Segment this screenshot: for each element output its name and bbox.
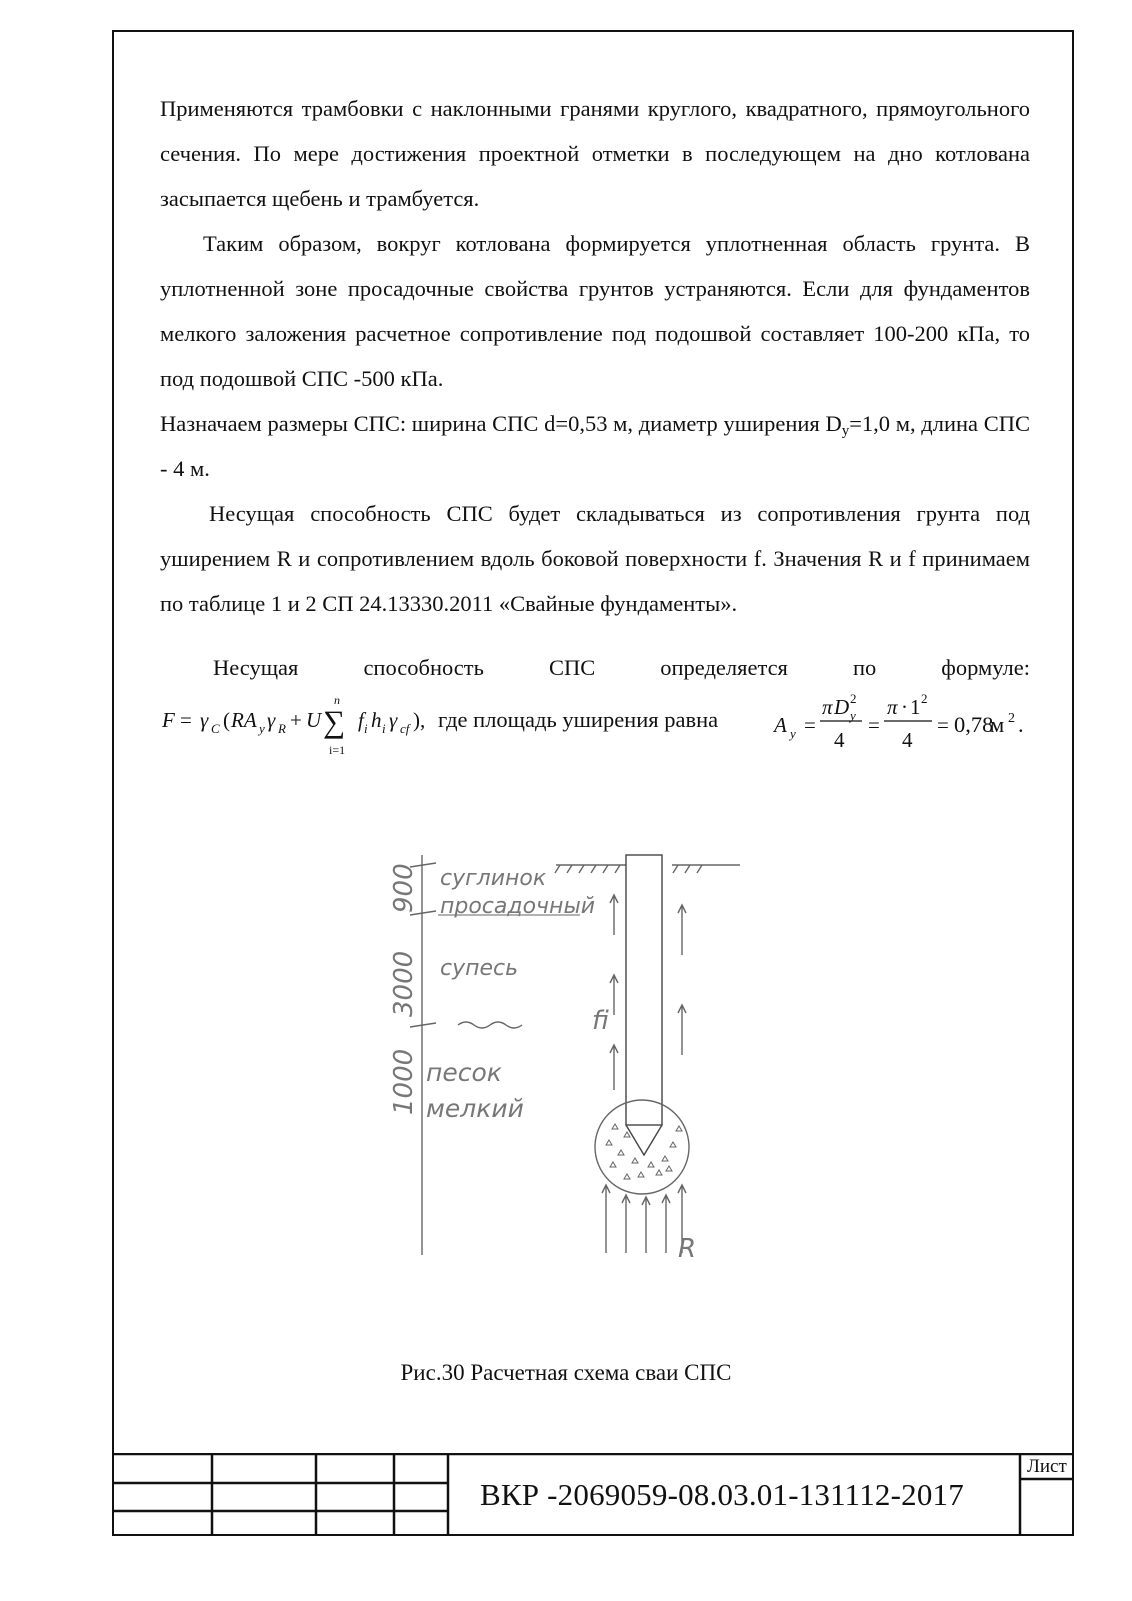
intro-word-5: по <box>852 655 877 680</box>
formula-sub-r: R <box>278 721 286 736</box>
soil-label-3b: мелкий <box>426 1094 524 1123</box>
formula-four-2: 4 <box>902 728 913 752</box>
pile-diagram <box>380 845 760 1265</box>
sizes-text-1: Назначаем размеры СПС: ширина СПС d=0,53 м, диаметр уширения D <box>160 411 842 436</box>
dim-tick-2 <box>410 1023 436 1027</box>
soil-label-2: супесь <box>440 956 519 981</box>
formula-f: f <box>358 708 364 732</box>
formula-A-sub: y <box>790 726 796 741</box>
formula-gamma-c: γ <box>200 708 209 732</box>
figure-caption: Рис.30 Расчетная схема сваи СПС <box>400 1360 732 1385</box>
document-code: ВКР -2069059-08.03.01-131112-2017 <box>480 1477 964 1512</box>
arrow-r-4 <box>662 1195 670 1253</box>
formula-RA: RA <box>231 708 257 732</box>
arrow-r-2 <box>622 1195 630 1253</box>
formula-result: 0,78 <box>954 712 994 737</box>
arrow-r-1 <box>602 1185 610 1253</box>
soil-label-1a: суглинок <box>440 866 547 891</box>
paragraph-2: Таким образом, вокруг котлована формируется уплотненная область грунта. В уплотненной зоне просадочные свойства грунтов устраняются. Если для фундаментов мелкого заложения расчетное сопротивление под подошвой составляет 100-200 кПа, то под подошвой СПС -500 кПа. <box>160 231 1030 391</box>
soil-label-3a: песок <box>426 1058 502 1087</box>
formula-eq-4: = <box>937 713 949 737</box>
arrow-fi-3 <box>610 1045 618 1090</box>
formula-sum-top: n <box>334 693 340 707</box>
intro-word-4: определяется <box>660 655 788 680</box>
formula-D-sub: y <box>850 708 856 723</box>
formula-sub-i1: i <box>364 721 368 736</box>
formula-U: U <box>306 708 322 732</box>
formula-intro <box>160 645 1030 690</box>
formula-dot: · <box>901 695 908 719</box>
body-text <box>160 86 1030 626</box>
formula-eq-2: = <box>804 713 816 737</box>
layer-boundary-wave <box>458 1022 522 1028</box>
formula-where: где площадь уширения равна <box>438 707 719 732</box>
formula-D: D <box>834 695 850 719</box>
formula-plus: + <box>290 708 302 732</box>
sheet-label: Лист <box>1027 1456 1067 1477</box>
arrow-r-3 <box>642 1197 650 1253</box>
formula-line <box>160 690 1030 760</box>
sizes-sub: у <box>841 423 850 439</box>
dim-label-900: 900 <box>389 863 419 913</box>
dim-label-3000: 3000 <box>389 950 419 1017</box>
formula-pi-1: π <box>822 695 833 719</box>
formula-unit-power: 2 <box>1008 711 1015 726</box>
formula-one: 1 <box>910 695 921 719</box>
formula-unit: м <box>990 712 1005 737</box>
intro-word-6: формуле: <box>941 655 1030 680</box>
dim-label-1000: 1000 <box>389 1048 419 1115</box>
formula-sum: ∑ <box>323 704 346 739</box>
formula-svg <box>160 690 1030 760</box>
arrow-fi-1 <box>610 895 618 935</box>
pile-tip <box>626 1125 662 1155</box>
formula-D-sup: 2 <box>850 691 857 706</box>
formula-eq-1: = <box>180 708 192 732</box>
formula-F: F <box>162 708 175 732</box>
formula-paren-open: ( <box>223 708 230 732</box>
formula-gamma-r: γ <box>267 708 276 732</box>
arrow-fi-5 <box>678 1005 686 1055</box>
formula-eq-3: = <box>868 713 880 737</box>
formula-period: . <box>1018 712 1024 737</box>
formula-paren-close: ), <box>413 708 426 732</box>
gravel-marks <box>606 1124 682 1179</box>
pile-shaft <box>626 855 662 1125</box>
formula-four-1: 4 <box>834 728 845 752</box>
formula-pi-2: π <box>887 695 898 719</box>
formula-h: h <box>371 708 382 732</box>
formula-sub-c: C <box>211 721 220 736</box>
pile-diagram-svg <box>380 845 760 1265</box>
paragraph-sizes <box>160 401 1030 491</box>
intro-word-3: СПС <box>548 655 596 680</box>
fi-label: fi <box>592 1006 609 1036</box>
formula-sub-cf: cf <box>400 721 410 736</box>
intro-word-1: Несущая <box>213 655 299 680</box>
arrow-fi-2 <box>610 975 618 1015</box>
soil-label-1b: просадочный <box>440 894 596 919</box>
formula-gamma-cf: γ <box>389 708 398 732</box>
paragraph-1: Применяются трамбовки с наклонными гранями круглого, квадратного, прямоугольного сечения. По мере достижения проектной отметки в последующем на дно котлована засыпается щебень и трамбуется. <box>160 96 1030 211</box>
arrow-fi-4 <box>678 905 686 955</box>
formula-A: A <box>774 713 787 737</box>
formula-sub-y: y <box>259 721 265 736</box>
intro-word-2: способность <box>363 655 484 680</box>
sizes-text-2: =1,0 м, длина СПС - 4 м. <box>160 411 1030 481</box>
formula-sub-i2: i <box>382 721 386 736</box>
formula-one-sup: 2 <box>921 691 928 706</box>
paragraph-3: Несущая способность СПС будет складываться из сопротивления грунта под уширением R и сопротивлением вдоль боковой поверхности f. Значения R и f принимаем по таблице 1 и 2 СП 24.13330.2011 «Свайные фундаменты». <box>160 501 1030 616</box>
r-label: R <box>678 1234 697 1264</box>
formula-sum-bottom: i=1 <box>329 743 346 757</box>
